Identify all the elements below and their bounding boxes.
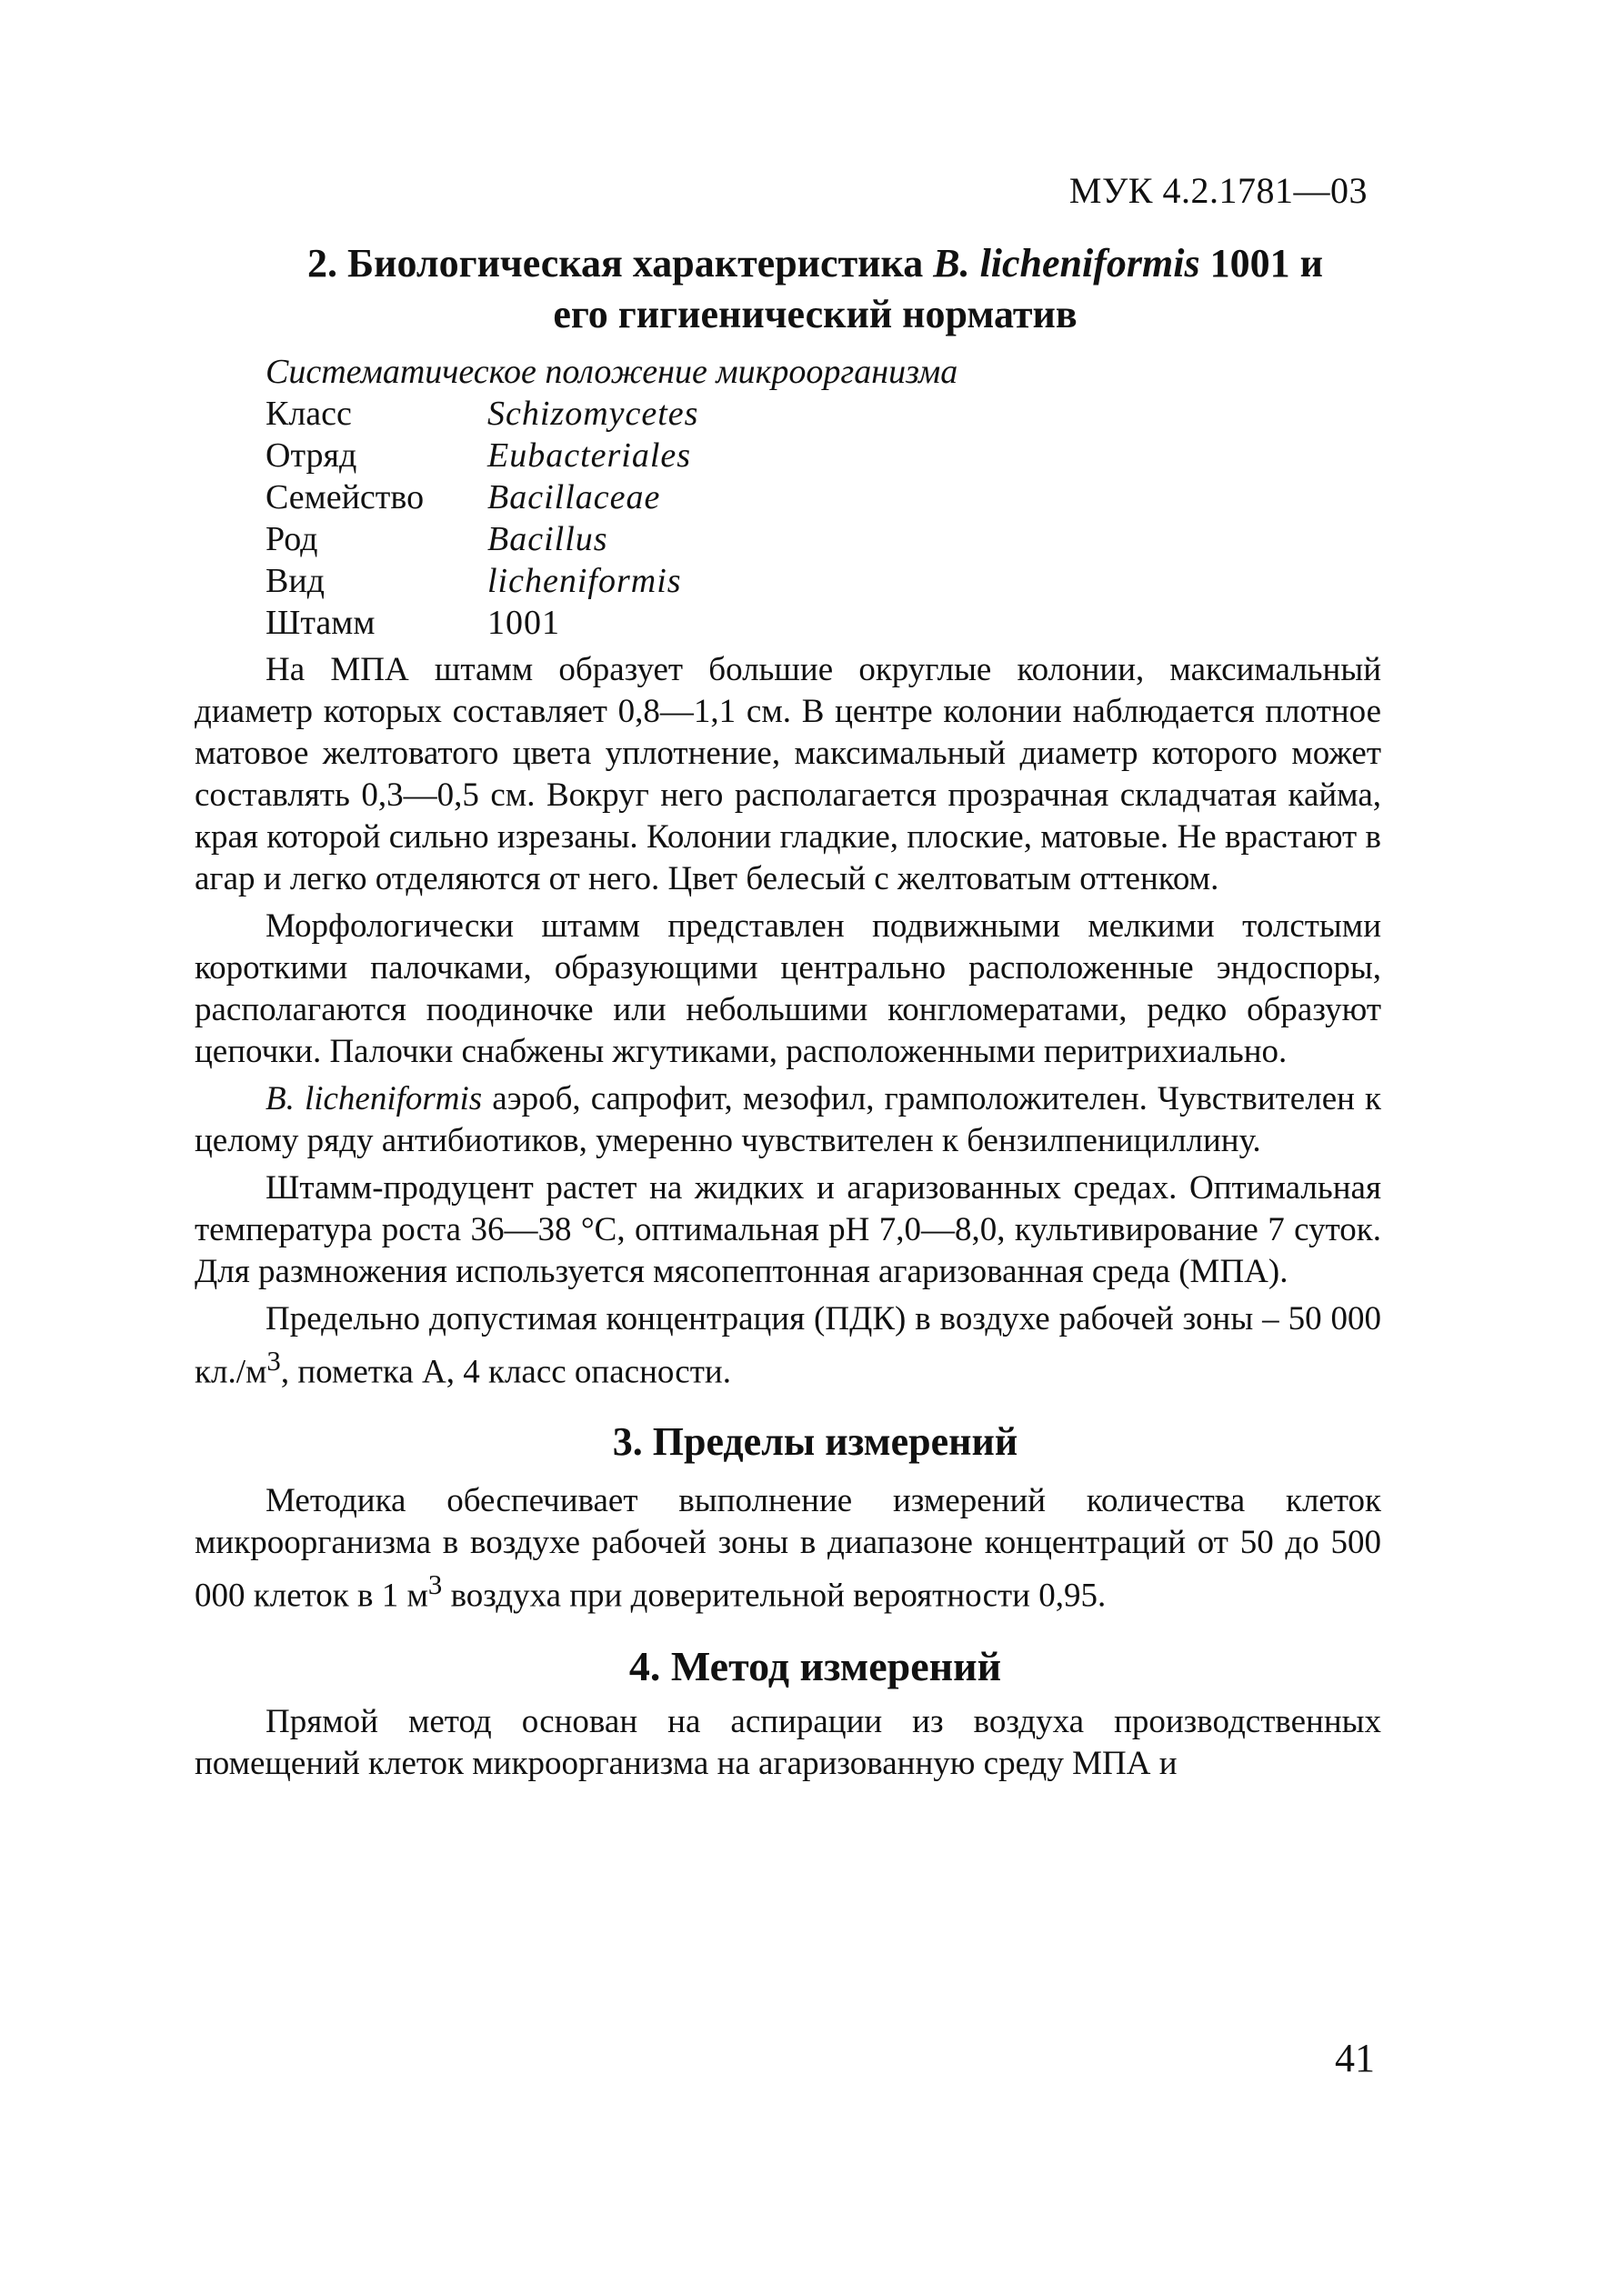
paragraph-pdk-text: Предельно допустимая концентрация (ПДК) в воздухе рабочей зоны – 50 000 кл./м (195, 1300, 1381, 1391)
taxonomy-row (266, 476, 1381, 518)
section-3-title: 3. Пределы измерений (612, 1419, 1018, 1465)
section-2-title-suffix: 1001 и (1199, 241, 1323, 286)
section-2-title-species: B. licheniformis (933, 241, 1200, 286)
paragraph-properties-text: аэроб, сапрофит, мезофил, грамположителен. Чувствителен к целому ряду антибиотиков, умеренно чувствителен к бензилпенициллину. (195, 1080, 1381, 1159)
taxonomy-block (266, 351, 1381, 644)
taxonomy-value: Bacillaceae (487, 478, 661, 516)
paragraph-pdk-tail: , пометка А, 4 класс опасности. (280, 1353, 731, 1391)
taxonomy-label: Штамм (266, 604, 376, 642)
taxonomy-label: Род (266, 520, 318, 558)
paragraph-morphology: Морфологически штамм представлен подвижными мелкими толстыми короткими палочками, образующими центрально расположенные эндоспоры, располагаются поодиночке или небольшими конгломератами, редко образуют цепочки. Палочки снабжены жгутиками, расположенными перитрихиально. (195, 907, 1381, 1070)
page-number: 41 (1335, 2036, 1375, 2080)
taxonomy-row (266, 518, 1381, 560)
taxonomy-label: Вид (266, 562, 326, 600)
superscript: 3 (266, 1346, 281, 1377)
taxonomy-row (266, 393, 1381, 435)
section-2-title-line2: его гигиенический норматив (553, 292, 1078, 336)
taxonomy-label: Класс (266, 395, 352, 433)
page-content (195, 238, 1381, 1785)
superscript: 3 (427, 1569, 443, 1601)
paragraph-limits-tail: воздуха при доверительной вероятности 0,95. (442, 1577, 1107, 1615)
paragraph-measurement-method: Прямой метод основан на аспирации из воздуха производственных помещений клеток микроорганизма на агаризованную среду МПА и (195, 1702, 1381, 1782)
paragraph-measurement-limits (195, 1480, 1381, 1617)
section-2-title (249, 238, 1381, 340)
taxonomy-value: licheniformis (487, 562, 682, 600)
paragraph-colony-description: На МПА штамм образует большие округлые колонии, максимальный диаметр которых составляет 0,8—1,1 см. В центре колонии наблюдается плотное матовое желтоватого цвета уплотнение, максимальный диаметр которого может составлять 0,3—0,5 см. Вокруг него располагается прозрачная складчатая кайма, края которой сильно изрезаны. Колонии гладкие, плоские, матовые. Не врастают в агар и легко отделяются от него. Цвет белесый с желтоватым оттенком. (195, 651, 1381, 897)
paragraph-limits-text: Методика обеспечивает выполнение измерений количества клеток микроорганизма в воздухе рабочей зоны в диапазоне концентраций от 50 до 500 000 клеток в 1 м (195, 1482, 1381, 1615)
taxonomy-value: Bacillus (487, 520, 608, 558)
species-name: B. licheniformis (266, 1080, 483, 1117)
paragraph-properties (195, 1078, 1381, 1162)
taxonomy-row (266, 435, 1381, 476)
taxonomy-value: Eubacteriales (487, 436, 692, 475)
taxonomy-value: 1001 (487, 604, 560, 642)
taxonomy-row (266, 602, 1381, 644)
paragraph-cultivation: Штамм-продуцент растет на жидких и агаризованных средах. Оптимальная температура роста 36—38 °С, оптимальная рН 7,0—8,0, культивирование 7 суток. Для размножения используется мясопептонная агаризованная среда (МПА). (195, 1169, 1381, 1290)
taxonomy-row (266, 560, 1381, 602)
document-code: МУК 4.2.1781—03 (1068, 170, 1368, 211)
paragraph-pdk (195, 1298, 1381, 1393)
taxonomy-label: Семейство (266, 478, 425, 516)
section-4-title: 4. Метод измерений (628, 1642, 1002, 1689)
taxonomy-value: Schizomycetes (487, 395, 699, 433)
taxonomy-caption: Систематическое положение микроорганизма (266, 353, 958, 391)
section-2-title-prefix: 2. Биологическая характеристика (307, 241, 934, 286)
taxonomy-label: Отряд (266, 436, 357, 475)
